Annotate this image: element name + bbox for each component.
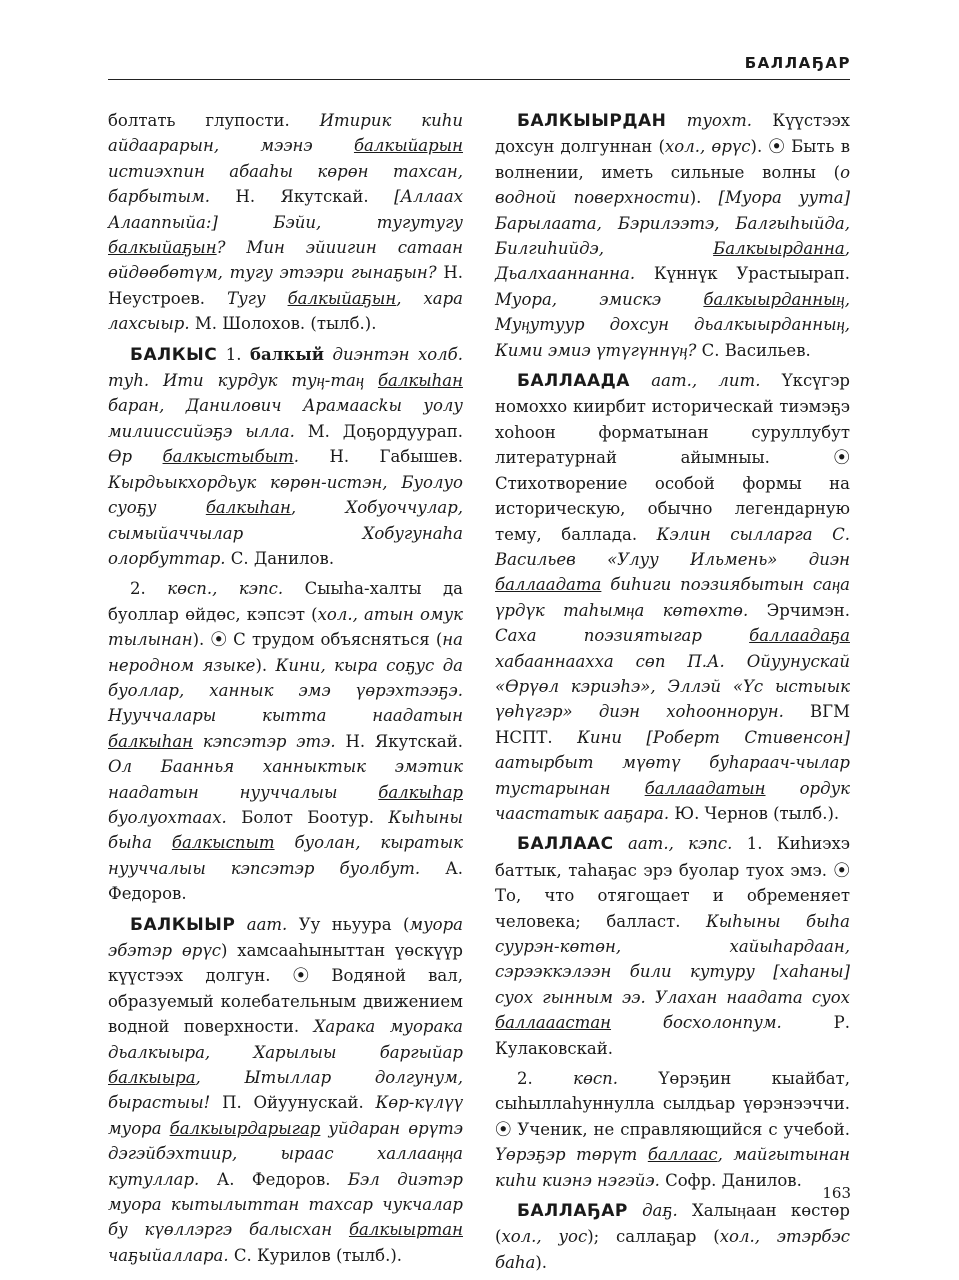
- italic-text: Ол Бааннья ханныктык эмэтик наадатын нууччалыы: [108, 757, 463, 802]
- italic-text: , Дьалхааннанна.: [495, 239, 850, 284]
- italic-text: аат.: [235, 914, 299, 934]
- text-run: 1. Киһиэхэ баттык, таһаҕас эрэ буолар туох эмэ. ⦿ То, что отягощает и обременяет человека; балласт.: [495, 834, 850, 931]
- text-run: А. Федоров.: [216, 1169, 348, 1189]
- italic-text: Кэлин сылларга С. Васильев «Улуу Ильмень» диэн: [495, 524, 850, 569]
- example-keyword: балкыыртан: [348, 1220, 463, 1240]
- italic-text: аат., лит.: [629, 371, 782, 391]
- italic-text: босхолонnум.: [611, 1013, 834, 1033]
- headword: БАЛКЫЫРДАН: [517, 111, 667, 131]
- text-run: Софр. Данилов.: [665, 1170, 802, 1190]
- dictionary-entry-paragraph: [108, 912, 463, 1269]
- italic-text: [Муора уута] Барылаата, Бэрилээтэ, Балгыһыйда, Билгиһийдэ,: [495, 188, 851, 259]
- example-keyword: баллааастан: [495, 1013, 612, 1033]
- text-run: Уу ньуура (: [298, 914, 410, 934]
- text-run: Болот Боотур.: [241, 807, 389, 827]
- italic-text: о водной поверхности: [495, 162, 850, 208]
- italic-text: ордук чаастатык ааҕара.: [495, 778, 851, 823]
- italic-text: хол., этэрбэс баһа: [495, 1227, 850, 1272]
- text-run: Н. Якутскай.: [345, 731, 463, 751]
- italic-text: , хара лахсыыр.: [108, 288, 463, 334]
- text-run: Н. Неустроев.: [108, 263, 463, 308]
- text-run: П. Ойуунускай.: [222, 1093, 376, 1113]
- italic-text: уйдаран өрүтэ дэгэйбэхтиир, ырaас халлааӊӊа кутуллар.: [108, 1118, 463, 1189]
- running-head: БАЛЛАҔАР: [744, 54, 851, 72]
- italic-text: баран, Данилович Арамаасkы уолу милииссийэҕэ ылла.: [108, 396, 463, 441]
- italic-text: туохт.: [666, 111, 773, 130]
- italic-text: Кини [Роберт Стивенсон] аатырбыт мүөтү буһараач-чылар тустарынан: [495, 727, 850, 798]
- dictionary-entry-paragraph: [108, 342, 463, 572]
- dictionary-entry-paragraph: [108, 108, 463, 337]
- italic-text: , Хобуоччулар, сымыйаччылар Хобугунаһа олорбуттар.: [108, 498, 463, 568]
- italic-text: Кыһыны быһа суурэн-көтөн, хайыһардаан, сэрээккэлээн били кутуру [хаһаны] суох гынным ээ. Улахан наадата суох: [495, 911, 850, 1007]
- headword: БАЛЛААС: [517, 834, 614, 855]
- example-keyword: балкыйаҕын: [287, 288, 397, 308]
- text-run: Күннүк Урастыырап.: [653, 264, 850, 284]
- italic-text: хол., уос: [501, 1227, 588, 1247]
- italic-text: Итирик киһи айдаарарын, мээнэ: [108, 111, 463, 156]
- italic-text: Бэл диэтэр муора кытылыттан тахсар чукчалар бу күөллэргэ балысхан: [108, 1169, 463, 1240]
- example-keyword: балкыырдарыгар: [169, 1118, 321, 1138]
- text-run: Халыӊаан көстөр (: [495, 1201, 850, 1247]
- italic-text: .: [293, 447, 330, 467]
- example-keyword: балкыспыт: [171, 833, 275, 853]
- italic-text: хабааннаахха сөп П.А. Ойуунускай «Өрүөл кэриэһэ», Эллэй «Үс ыстыык үөһүгэр» диэн хоһооннорун.: [495, 651, 850, 722]
- italic-text: , Ытыллар долгунум, бырастыы!: [108, 1068, 463, 1113]
- page-number: 163: [822, 1184, 851, 1202]
- italic-text: Өр: [108, 447, 163, 467]
- text-run: Сыыһа-халты да буоллар өйдөс, кэпсэт (: [108, 579, 463, 624]
- italic-text: хол., атын омук тылынан: [108, 604, 463, 650]
- italic-text: чаҕыйаллара.: [108, 1245, 234, 1265]
- example-keyword: балкыһан: [377, 371, 463, 391]
- dictionary-entry-paragraph: [495, 368, 850, 826]
- example-keyword: баллаадата: [495, 575, 602, 595]
- text-run: М. Доҕордуурап.: [307, 421, 464, 441]
- italic-text: Кини, кыра соҕус да буоллар, ханнык эмэ үөрэхтээҕэ. Нууччалары кытта наадатын: [108, 655, 463, 726]
- italic-text: буолуохтаах.: [108, 807, 242, 827]
- text-run: Ю. Чернов (тылб.).: [674, 803, 840, 823]
- italic-text: Саха поэзиятыгар: [495, 626, 750, 646]
- example-keyword: балкыһар: [378, 782, 463, 802]
- example-keyword: балкыйарын: [353, 136, 463, 156]
- text-run: балкый: [249, 344, 324, 364]
- italic-text: Кырдьыкхордьук көрөн-истэн, Буолуо суоҕу: [108, 472, 463, 518]
- italic-text: Харака муоракa дьалкыыра, Харылыы баргыйар: [108, 1017, 463, 1062]
- italic-text: Көр-күлүү муора: [108, 1093, 463, 1138]
- italic-text: кэпсэтэр этэ.: [193, 731, 346, 751]
- text-run: Үксүгэр номоххо киирбит историческай тиэмэҕэ хоһоон форматынан суруллубут литературнай айымныы. ⦿ Стихотворение особой формы на историческую, обычно легендарную тему, баллада.: [495, 371, 850, 544]
- headword: БАЛЛАҔАР: [517, 1201, 628, 1222]
- example-keyword: баллаадаҕа: [749, 626, 850, 646]
- example-keyword: баллаадатын: [644, 778, 766, 798]
- italic-text: истиэхпин абааһы көрөн тахсан, барбытым.: [108, 161, 463, 207]
- example-keyword: балкыйаҕын: [108, 238, 217, 258]
- text-run: А. Федоров.: [108, 858, 463, 904]
- text-run: Эрчимэн.: [766, 600, 850, 620]
- dictionary-entry-paragraph: [495, 1198, 850, 1275]
- text-run: Н. Якутскай.: [235, 187, 395, 207]
- dictionary-entry-paragraph: [108, 576, 463, 906]
- header-rule: [108, 79, 850, 80]
- text-run: С. Данилов.: [230, 548, 335, 568]
- headword: БАЛКЫС: [130, 344, 218, 365]
- text-run: болтать глупости.: [108, 111, 320, 130]
- italic-text: биһиги поэзиябытын саӊа үрдүк таһымӊа көтөхтө.: [495, 575, 850, 620]
- italic-text: аат., кэпс.: [613, 834, 747, 854]
- text-run: ВГМ НСПТ.: [495, 702, 850, 747]
- italic-text: ? Мин эйиигин сатаан өйдөөбөтүм, тугу этээри гынаҕын?: [108, 238, 463, 283]
- text-run: ); саллаҕар (: [587, 1227, 720, 1247]
- italic-text: хол., өрүс: [664, 137, 751, 157]
- text-run: Күүстээх дохсун долгуннан (: [495, 111, 850, 157]
- italic-text: , Муӊутуур дохсун дьалкыырданныӊ, Кими эмиэ үтүгүннүӊ?: [495, 289, 850, 360]
- text-run: 1.: [217, 344, 250, 364]
- italic-text: на неродном языке: [108, 630, 463, 675]
- example-keyword: балкыһан: [205, 498, 291, 518]
- dictionary-entry-paragraph: [495, 1066, 850, 1193]
- text-run: ).: [689, 188, 719, 208]
- italic-text: муора эбэтэр өрүс: [108, 914, 463, 960]
- dictionary-entry-paragraph: [495, 108, 850, 363]
- example-keyword: балкыстыбыт: [162, 447, 294, 467]
- italic-text: буолан, кыратык нууччалыы кэпсэтэр буолбут.: [108, 833, 463, 878]
- italic-text: Үөрэҕэр төрүт: [495, 1145, 648, 1165]
- text-run: С. Васильев.: [701, 340, 811, 360]
- text-run: Үөрэҕин кыайбат, сыһыллаһуннулла сылдьар үөрэнээччи. ⦿ Ученик, не справляющийся с учебой.: [495, 1069, 850, 1139]
- italic-text: көсп.: [573, 1069, 659, 1089]
- right-column: [495, 108, 850, 1280]
- italic-text: Муора, эмискэ: [495, 289, 704, 309]
- left-column: [108, 108, 463, 1273]
- example-keyword: балкыырданныӊ: [703, 289, 845, 309]
- text-run: Н. Габышев.: [329, 447, 463, 467]
- dictionary-entry-paragraph: [495, 831, 850, 1061]
- example-keyword: балкыһан: [108, 731, 194, 751]
- example-keyword: баллаас: [647, 1145, 718, 1165]
- text-run: М. Шолохов. (тылб.).: [194, 314, 377, 334]
- text-run: ) хамсааһыныттан үөскүүр күүстээх долгун. ⦿ Водяной вал, образуемый колебательным движением водной поверхности.: [108, 941, 463, 1037]
- text-run: ). ⦿ Быть в волнении, иметь сильные волны (: [495, 137, 850, 182]
- italic-text: көсп., кэпс.: [167, 579, 305, 599]
- text-run: ).: [535, 1252, 548, 1272]
- italic-text: Кыһыны быһа: [108, 807, 463, 853]
- italic-text: , майгытынан киһи киэнэ нэгэйэ.: [495, 1145, 850, 1190]
- italic-text: диэнтэн холб. туһ. Ити курдук туӊ-таӊ: [108, 344, 463, 391]
- text-run: С. Курилов (тылб.).: [233, 1245, 403, 1265]
- italic-text: даҕ.: [627, 1201, 692, 1221]
- text-run: ).: [255, 655, 276, 675]
- text-run: ). ⦿ С трудом объясняться (: [192, 630, 443, 650]
- headword: БАЛКЫЫР: [130, 914, 236, 935]
- italic-text: Тугу: [227, 288, 288, 308]
- text-run: 2.: [517, 1069, 574, 1089]
- italic-text: [Аллаах Алааппыйа:] Бэйи, тугутугу: [108, 187, 464, 232]
- text-run: 2.: [130, 579, 168, 599]
- headword: БАЛЛААДА: [517, 371, 630, 392]
- text-run: Р. Кулаковскай.: [495, 1013, 850, 1058]
- example-keyword: Балкыырданна: [713, 239, 845, 259]
- example-keyword: балкыыра: [108, 1068, 196, 1088]
